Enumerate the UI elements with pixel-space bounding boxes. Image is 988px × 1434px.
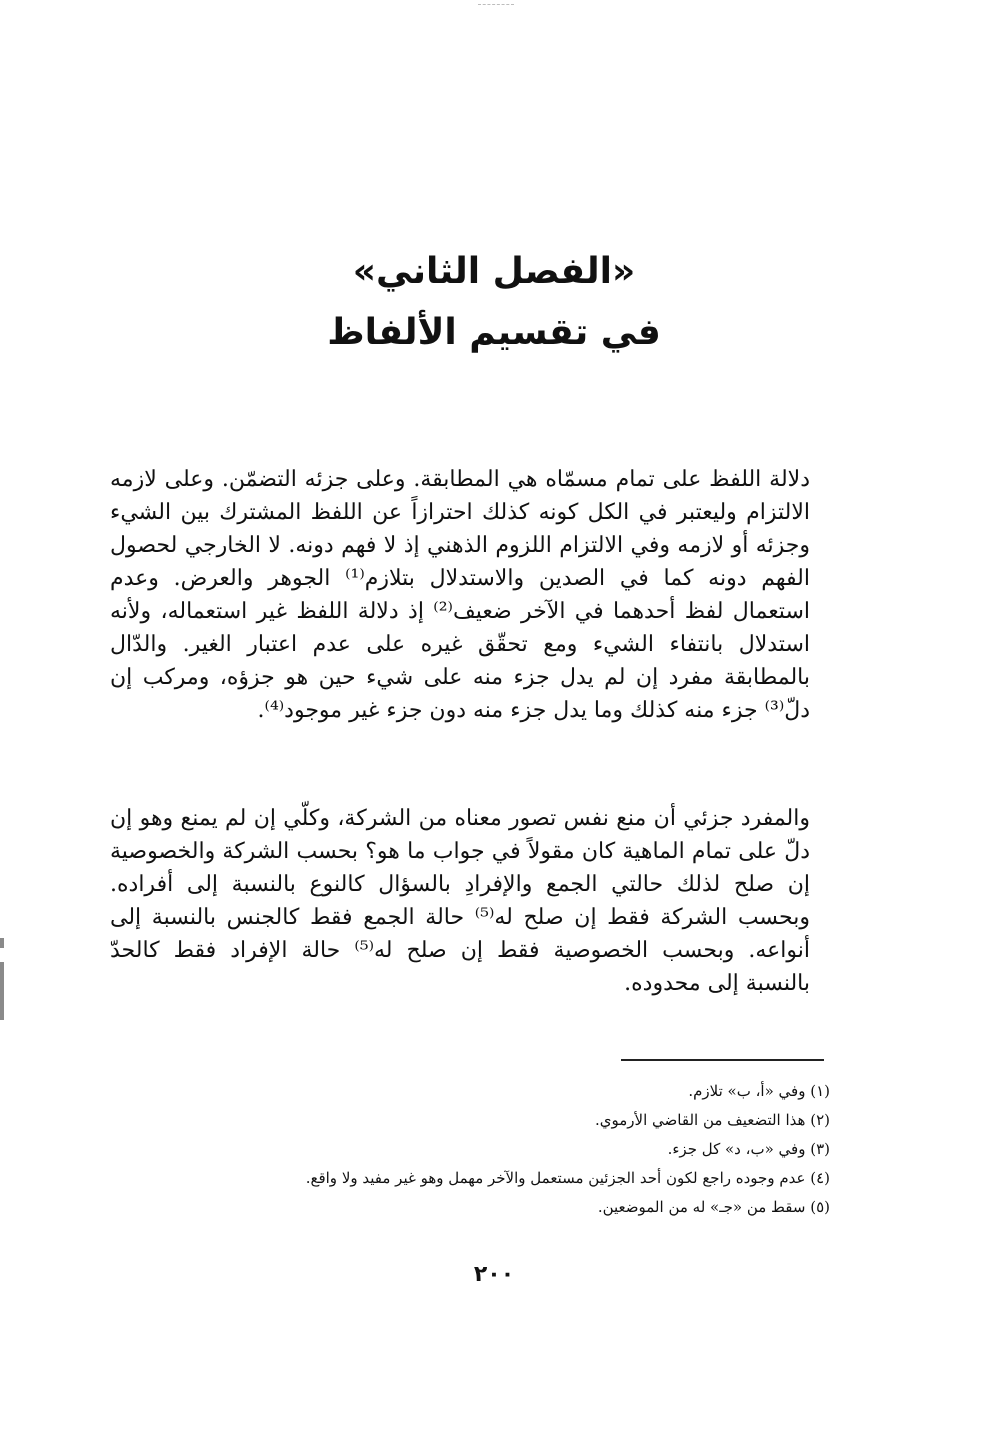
paragraph-text: دلالة اللفظ على تمام مسمّاه هي المطابقة. وعلى جزئه التضمّن. وعلى لازمه الالتزام وليعتبر في الكل كونه كذلك احترازاً عن اللفظ المشترك بين الشيء وجزئه أو لازمه وفي الالتزام اللزوم الذهني إذ لا فهم دونه. لا الخارجي لحصول الفهم دونه كما في الصدين والاستدلال بتلازم⁽¹⁾ الجوهر والعرض. وعدم استعمال لفظ أحدهما في الآخر ضعيف⁽²⁾ إذ دلالة اللفظ غير استعماله، ولأنه استدلال بانتفاء الشيء ومع تحقّق غيره على عدم اعتبار الغير. والدّال بالمطابقة مفرد إن لم يدل جزء منه على شيء حين هو جزؤه، ومركب إن دلّ⁽³⁾ جزء منه كذلك وما يدل جزء منه دون جزء غير موجود⁽⁴⁾. <box>110 467 810 723</box>
footnote-separator <box>621 1059 824 1061</box>
chapter-title: «الفصل الثاني» <box>352 251 636 292</box>
footnotes <box>160 1077 830 1222</box>
footnote: (٣) وفي «ب، د» كل جزء. <box>667 1140 830 1158</box>
paragraph-text: والمفرد جزئي أن منع نفس تصور معناه من الشركة، وكلّي إن لم يمنع وهو إن دلّ على تمام الماهية كان مقولاً في جواب ما هو؟ بحسب الشركة والخصوصية إن صلح لذلك حالتي الجمع والإفرادِ بالسؤال كالنوع بالنسبة إلى أفراده. وبحسب الشركة فقط إن صلح له⁽⁵⁾ حالة الجمع فقط كالجنس بالنسبة إلى أنواعه. وبحسب الخصوصية فقط إن صلح له⁽⁵⁾ حالة الإفراد فقط كالحدّ بالنسبة إلى محدوده. <box>110 806 811 996</box>
chapter-subtitle: في تقسيم الألفاظ <box>327 312 661 353</box>
page-number: ٢٠٠ <box>473 1262 515 1287</box>
footnote: (٥) سقط من «جـ» له من الموضعين. <box>597 1198 830 1216</box>
footnote: (١) وفي «أ، ب» تلازم. <box>688 1082 830 1100</box>
footnote: (٤) عدم وجوده راجع لكون أحد الجزئين مستعمل والآخر مهمل وهو غير مفيد ولا واقع. <box>305 1169 830 1187</box>
scan-edge-mark <box>0 962 4 1020</box>
body-paragraph <box>110 463 810 727</box>
footnote: (٢) هذا التضعيف من القاضي الأرموي. <box>595 1111 830 1129</box>
scan-edge-mark <box>0 938 4 948</box>
body-paragraph <box>110 802 810 1000</box>
scan-edge-mark <box>478 4 514 7</box>
